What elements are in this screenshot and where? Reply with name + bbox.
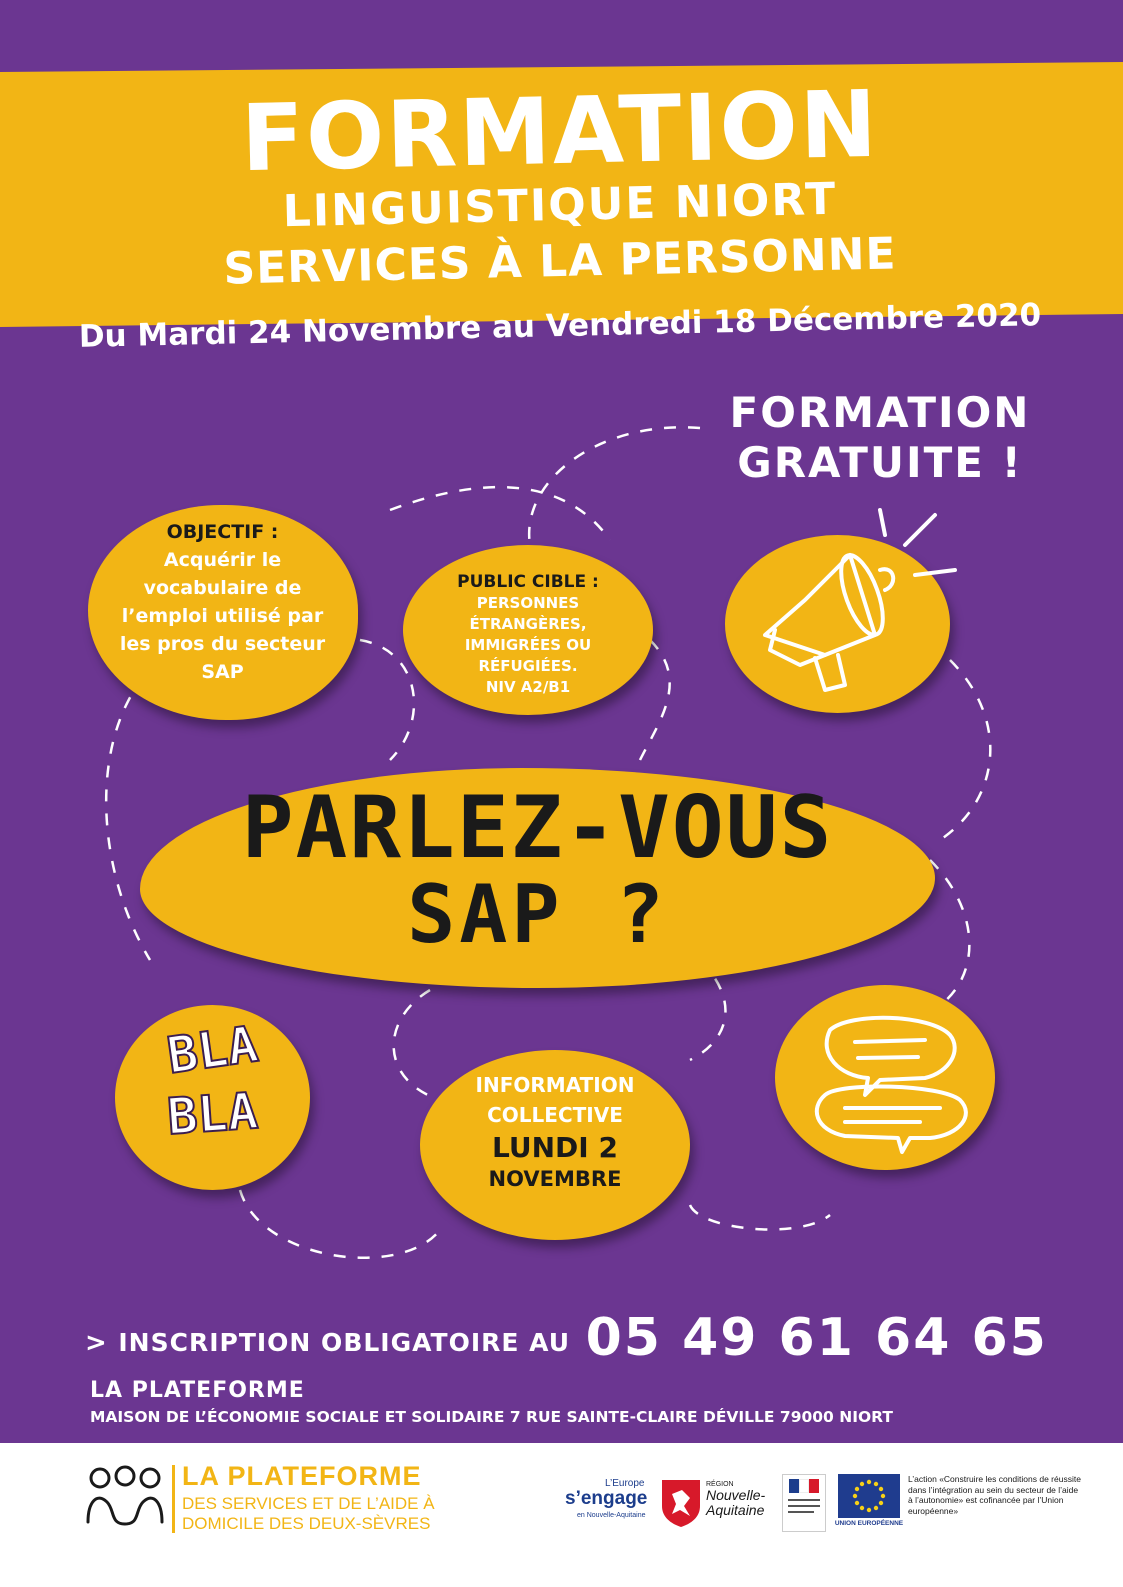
target-audience-heading: PUBLIC CIBLE : — [457, 572, 599, 592]
title-services: SERVICES À LA PERSONNE — [222, 228, 898, 295]
target-audience-line: IMMIGRÉES OU — [464, 636, 592, 654]
registration-line — [85, 1308, 1048, 1368]
blabla-text — [120, 1014, 305, 1147]
target-audience-line: PERSONNES — [476, 594, 580, 612]
blabla-line1: BLA — [163, 1014, 262, 1086]
eu-stars — [838, 1474, 900, 1518]
footer-logo-line2: DES SERVICES ET DE L’AIDE À — [182, 1494, 435, 1513]
region-line2: Aquitaine — [706, 1502, 765, 1518]
eu-funding-note: L’action «Construire les conditions de réussite dans l’intégration au sein du secteur de l’aide à l’autonomie» est cofinancée par l’Union européenne» — [908, 1474, 1081, 1516]
chevron-right-icon: > — [85, 1328, 107, 1358]
objective-line: SAP — [201, 661, 244, 683]
footer-logo-line3: DOMICILE DES DEUX-SÈVRES — [182, 1514, 431, 1533]
republique-logo — [782, 1474, 826, 1532]
eu-label: UNION EUROPÉENNE — [834, 1520, 904, 1527]
objective-line: vocabulaire de — [143, 577, 302, 599]
date-range: Du Mardi 24 Novembre au Vendredi 18 Décembre 2020 — [78, 297, 1042, 355]
target-audience-line: NIV A2/B1 — [485, 678, 571, 696]
slogan-line2: SAP ? — [407, 868, 668, 961]
europe-engage-big: s’engage — [565, 1488, 648, 1509]
title-formation: FORMATION — [240, 70, 880, 193]
people-logo-icon — [85, 1462, 165, 1534]
objective-heading: OBJECTIF : — [166, 521, 279, 543]
objective-line: les pros du secteur — [119, 633, 326, 655]
slogan-line1: PARLEZ-VOUS — [241, 778, 834, 878]
info-session-text — [425, 1070, 685, 1192]
free-training-line2: GRATUITE ! — [737, 438, 1023, 487]
target-audience-line: ÉTRANGÈRES, — [469, 615, 587, 633]
info-session-month: NOVEMBRE — [488, 1167, 622, 1191]
address-org: LA PLATEFORME — [90, 1378, 305, 1403]
region-small: RÉGION — [706, 1481, 734, 1488]
objective-text — [95, 518, 350, 686]
europe-engage-small: L’Europe — [605, 1478, 645, 1489]
region-line1: Nouvelle- — [706, 1487, 766, 1503]
info-session-line1: INFORMATION — [475, 1073, 635, 1097]
megaphone-icon — [730, 490, 1000, 710]
objective-line: Acquérir le — [163, 549, 282, 571]
footer-logo-divider — [172, 1465, 175, 1533]
title-linguistique: LINGUISTIQUE NIORT — [282, 173, 838, 238]
objective-line: l’emploi utilisé par — [121, 605, 324, 627]
registration-label: INSCRIPTION OBLIGATOIRE AU — [118, 1328, 571, 1357]
free-training-badge — [710, 388, 1050, 488]
address-line: MAISON DE L’ÉCONOMIE SOCIALE ET SOLIDAIRE 7 RUE SAINTE-CLAIRE DÉVILLE 79000 NIORT — [90, 1408, 893, 1426]
region-logo-text — [706, 1481, 765, 1518]
footer-logo-title: LA PLATEFORME — [182, 1461, 422, 1491]
free-training-line1: FORMATION — [729, 388, 1031, 437]
speech-bubbles-icon — [790, 1000, 990, 1160]
target-audience-text — [410, 572, 646, 698]
europe-engage-logo — [565, 1478, 650, 1528]
info-session-date: LUNDI 2 — [492, 1131, 618, 1164]
info-session-line2: COLLECTIVE — [487, 1103, 623, 1127]
target-audience-line: RÉFUGIÉES. — [478, 657, 578, 675]
blabla-line2: BLA — [165, 1081, 260, 1147]
europe-engage-sub: en Nouvelle-Aquitaine — [577, 1512, 646, 1519]
registration-phone[interactable]: 05 49 61 64 65 — [585, 1308, 1048, 1368]
region-shield-icon — [660, 1478, 702, 1528]
